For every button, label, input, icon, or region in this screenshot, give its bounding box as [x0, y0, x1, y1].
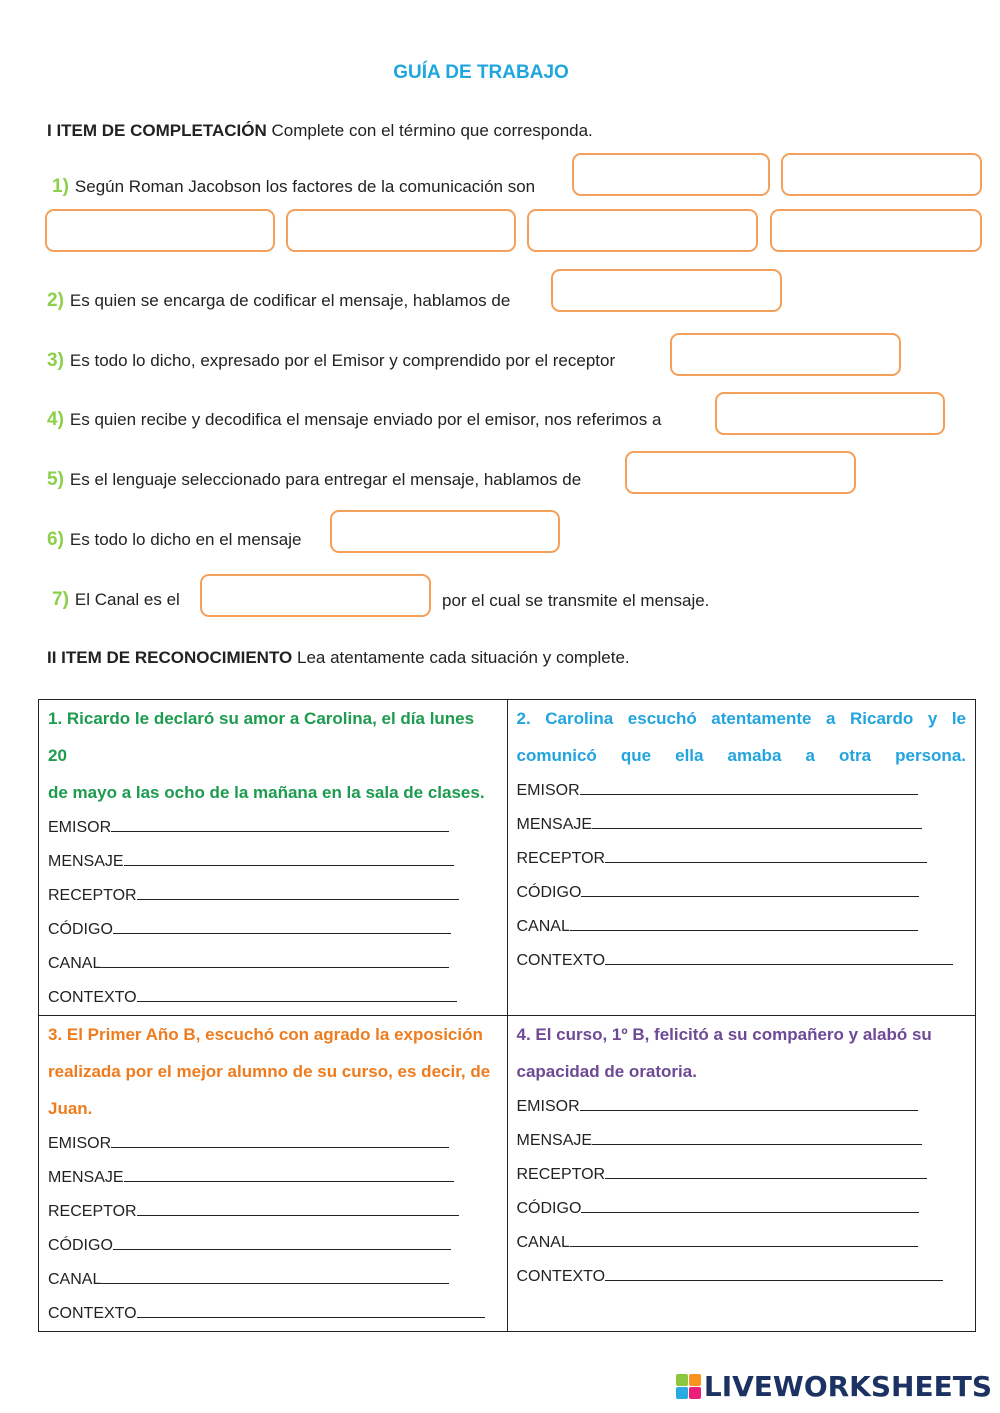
situation-heading-line: 3. El Primer Año B, escuchó con agrado la exposición: [48, 1025, 483, 1044]
question-number: 2): [47, 290, 64, 311]
situation-heading-line: 1. Ricardo le declaró su amor a Carolina, el día lunes 20: [48, 709, 475, 765]
answer-6-input[interactable]: [330, 510, 560, 553]
field-label: EMISOR: [48, 1135, 112, 1152]
field-canal: [48, 1263, 498, 1297]
field-receptor: [48, 1195, 498, 1229]
situation-4-cell: [507, 1016, 976, 1332]
field-label: RECEPTOR: [48, 1203, 137, 1220]
question-4: [47, 409, 661, 431]
question-text: Es quien recibe y decodifica el mensaje enviado por el emisor, nos referimos a: [69, 410, 662, 429]
answer-line[interactable]: [101, 1283, 449, 1284]
field-label: CANAL: [516, 918, 570, 935]
field-canal: [517, 910, 967, 944]
section-2-title: II ITEM DE RECONOCIMIENTO: [47, 648, 293, 667]
answer-1b-input[interactable]: [781, 153, 982, 196]
situation-heading-line: 2. Carolina escuchó atentamente a Ricardo y le: [516, 709, 966, 728]
situation-1-heading: [48, 700, 498, 811]
situation-3-heading: [48, 1016, 498, 1127]
situation-2-cell: [507, 700, 976, 1016]
answer-line[interactable]: [111, 1147, 449, 1148]
field-label: CANAL: [48, 955, 102, 972]
situation-3-cell: [39, 1016, 508, 1332]
answer-5-input[interactable]: [625, 451, 856, 494]
answer-line[interactable]: [605, 964, 953, 965]
field-label: CÓDIGO: [48, 921, 113, 938]
question-text: Es todo lo dicho en el mensaje: [69, 530, 302, 549]
section-2-instruction: Lea atentamente cada situación y complete.: [297, 648, 630, 667]
field-receptor: [517, 1158, 967, 1192]
field-label: EMISOR: [48, 819, 112, 836]
answer-line[interactable]: [111, 831, 449, 832]
logo-text: LIVEWORKSHEETS: [703, 1370, 992, 1403]
answer-1e-input[interactable]: [527, 209, 758, 252]
field-label: RECEPTOR: [48, 887, 137, 904]
answer-line[interactable]: [137, 899, 459, 900]
question-text: Es todo lo dicho, expresado por el Emisor y comprendido por el receptor: [69, 351, 616, 370]
answer-line[interactable]: [580, 794, 918, 795]
question-number: 1): [52, 176, 69, 197]
question-2: [47, 290, 510, 312]
field-emisor: [48, 1127, 498, 1161]
answer-4-input[interactable]: [715, 392, 945, 435]
answer-line[interactable]: [124, 865, 454, 866]
answer-line[interactable]: [605, 862, 927, 863]
question-6: [47, 529, 301, 551]
answer-line[interactable]: [113, 1249, 451, 1250]
question-number: 4): [47, 409, 64, 430]
field-mensaje: [48, 845, 498, 879]
answer-1a-input[interactable]: [572, 153, 770, 196]
field-contexto: [517, 944, 967, 978]
field-label: CÓDIGO: [48, 1237, 113, 1254]
situation-2-heading: [517, 700, 967, 774]
situation-heading-line: realizada por el mejor alumno de su curso, es decir, de: [48, 1062, 491, 1081]
field-label: MENSAJE: [48, 1169, 124, 1186]
answer-3-input[interactable]: [670, 333, 901, 376]
answer-1c-input[interactable]: [45, 209, 275, 252]
field-receptor: [48, 879, 498, 913]
answer-line[interactable]: [570, 1246, 918, 1247]
question-1: [52, 176, 535, 198]
field-mensaje: [48, 1161, 498, 1195]
field-label: RECEPTOR: [516, 850, 606, 867]
question-text: Es quien se encarga de codificar el mensaje, hablamos de: [69, 291, 511, 310]
situation-heading-line: capacidad de oratoria.: [516, 1062, 697, 1081]
field-label: MENSAJE: [48, 853, 124, 870]
field-codigo: [48, 1229, 498, 1263]
field-contexto: [48, 981, 498, 1015]
field-label: CONTEXTO: [48, 1305, 137, 1322]
answer-line[interactable]: [137, 1317, 485, 1318]
field-label: CONTEXTO: [48, 989, 137, 1006]
field-label: RECEPTOR: [516, 1166, 606, 1183]
field-mensaje: [517, 1124, 967, 1158]
logo-mark-icon: [676, 1374, 701, 1399]
question-5: [47, 469, 581, 491]
field-receptor: [517, 842, 967, 876]
answer-1f-input[interactable]: [770, 209, 982, 252]
question-number: 3): [47, 350, 64, 371]
field-contexto: [48, 1297, 498, 1331]
answer-2-input[interactable]: [551, 269, 782, 312]
answer-line[interactable]: [124, 1181, 454, 1182]
field-canal: [48, 947, 498, 981]
answer-1d-input[interactable]: [286, 209, 516, 252]
question-7: [52, 589, 180, 611]
question-text: El Canal es el: [74, 590, 180, 609]
field-label: MENSAJE: [516, 816, 593, 833]
field-label: CANAL: [48, 1271, 102, 1288]
field-codigo: [517, 876, 967, 910]
answer-line[interactable]: [605, 1178, 927, 1179]
field-emisor: [517, 1090, 967, 1124]
question-number: 7): [52, 589, 69, 610]
question-number: 6): [47, 529, 64, 550]
answer-line[interactable]: [581, 896, 919, 897]
answer-line[interactable]: [570, 930, 918, 931]
answer-line[interactable]: [580, 1110, 918, 1111]
answer-line[interactable]: [137, 1001, 457, 1002]
section-1-heading: [47, 121, 593, 141]
field-label: CÓDIGO: [516, 884, 582, 901]
situations-table: [38, 699, 976, 1332]
situation-heading-line: de mayo a las ocho de la mañana en la sala de clases.: [48, 783, 485, 802]
field-label: MENSAJE: [516, 1132, 593, 1149]
situation-heading-line: 4. El curso, 1º B, felicitó a su compañero y alabó su: [516, 1025, 932, 1044]
answer-7-input[interactable]: [200, 574, 431, 617]
liveworksheets-logo: [676, 1370, 992, 1403]
situation-heading-line: Juan.: [48, 1099, 93, 1118]
field-codigo: [48, 913, 498, 947]
question-text: Es el lenguaje seleccionado para entregar el mensaje, hablamos de: [69, 470, 582, 489]
section-2-heading: [47, 648, 630, 668]
answer-line[interactable]: [605, 1280, 943, 1281]
page-title: GUÍA DE TRABAJO: [393, 62, 569, 83]
field-contexto: [517, 1260, 967, 1294]
situation-heading-line: comunicó que ella amaba a otra persona.: [516, 746, 966, 765]
question-text: Según Roman Jacobson los factores de la comunicación son: [74, 177, 536, 196]
section-1-instruction: Complete con el término que corresponda.: [271, 121, 593, 140]
field-canal: [517, 1226, 967, 1260]
field-label: CONTEXTO: [516, 952, 606, 969]
answer-line[interactable]: [592, 1144, 922, 1145]
field-mensaje: [517, 808, 967, 842]
situation-4-heading: [517, 1016, 967, 1090]
answer-line[interactable]: [581, 1212, 919, 1213]
field-label: CONTEXTO: [516, 1268, 606, 1285]
field-label: CANAL: [516, 1234, 570, 1251]
answer-line[interactable]: [592, 828, 922, 829]
answer-line[interactable]: [137, 1215, 459, 1216]
section-1-title: I ITEM DE COMPLETACIÓN: [47, 121, 267, 140]
answer-line[interactable]: [101, 967, 449, 968]
field-emisor: [48, 811, 498, 845]
situation-1-cell: [39, 700, 508, 1016]
answer-line[interactable]: [113, 933, 451, 934]
question-7-continuation: por el cual se transmite el mensaje.: [442, 591, 710, 610]
field-emisor: [517, 774, 967, 808]
field-codigo: [517, 1192, 967, 1226]
question-3: [47, 350, 615, 372]
field-label: EMISOR: [516, 782, 580, 799]
field-label: EMISOR: [516, 1098, 580, 1115]
field-label: CÓDIGO: [516, 1200, 582, 1217]
question-number: 5): [47, 469, 64, 490]
